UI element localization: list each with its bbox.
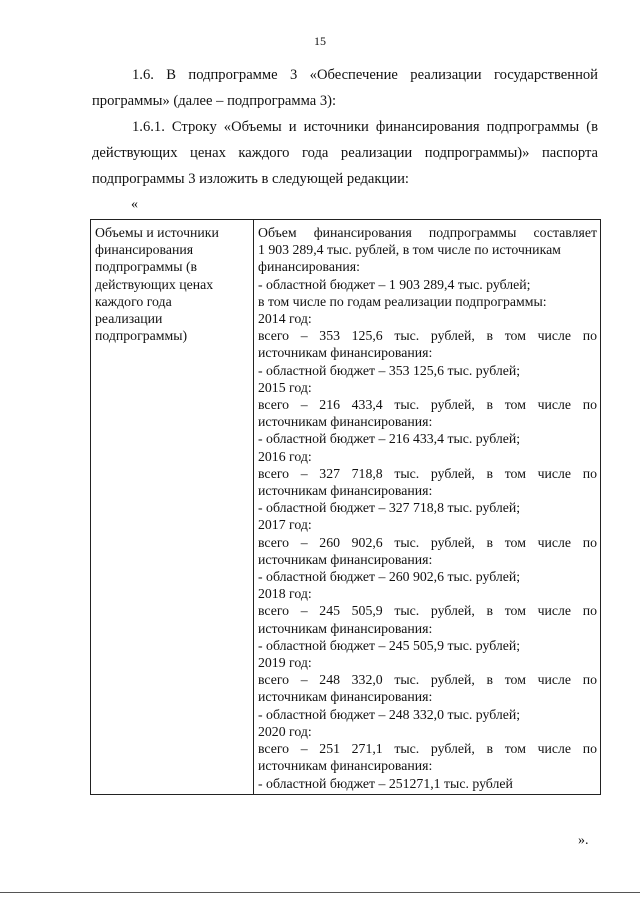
label-line: подпрограммы) bbox=[95, 328, 188, 344]
value-line: 2016 год: bbox=[258, 448, 312, 464]
value-line: всего – 251 271,1 тыс. рублей, в том числе по bbox=[258, 741, 597, 757]
value-line: - областной бюджет – 245 505,9 тыс. рублей; bbox=[258, 637, 521, 653]
value-line: 2020 год: bbox=[258, 723, 312, 739]
value-line: финансирования: bbox=[258, 259, 360, 275]
table-row bbox=[91, 220, 601, 795]
value-line: в том числе по годам реализации подпрограммы: bbox=[258, 293, 547, 309]
value-line: всего – 245 505,9 тыс. рублей, в том числе по bbox=[258, 603, 597, 619]
passport-table bbox=[90, 219, 601, 795]
value-line: - областной бюджет – 248 332,0 тыс. рублей; bbox=[258, 706, 521, 722]
bottom-edge-line bbox=[0, 892, 640, 893]
paragraph-1-6-1: 1.6.1. Строку «Объемы и источники финансирования подпрограммы (в действующих ценах каждого года реализации подпрограммы)» паспорта подпрограммы 3 изложить в следующей редакции: bbox=[92, 119, 598, 187]
value-line: - областной бюджет – 327 718,8 тыс. рублей; bbox=[258, 500, 521, 516]
label-line: каждого года bbox=[95, 293, 172, 309]
label-cell bbox=[91, 220, 254, 795]
opening-quote: « bbox=[131, 197, 138, 212]
value-line: всего – 353 125,6 тыс. рублей, в том числе по bbox=[258, 328, 597, 344]
value-line: всего – 260 902,6 тыс. рублей, в том числе по bbox=[258, 534, 597, 550]
value-line: источникам финансирования: bbox=[258, 345, 433, 361]
value-line: - областной бюджет – 216 433,4 тыс. рублей; bbox=[258, 431, 521, 447]
closing-quote: ». bbox=[578, 833, 589, 848]
value-line: - областной бюджет – 1 903 289,4 тыс. рублей; bbox=[258, 276, 531, 292]
value-line: всего – 248 332,0 тыс. рублей, в том числе по bbox=[258, 672, 597, 688]
value-line: источникам финансирования: bbox=[258, 414, 433, 430]
value-line: источникам финансирования: bbox=[258, 689, 433, 705]
value-line: Объем финансирования подпрограммы составляет bbox=[258, 225, 597, 240]
value-line: источникам финансирования: bbox=[258, 758, 433, 774]
label-line: финансирования bbox=[95, 242, 194, 258]
value-line: источникам финансирования: bbox=[258, 620, 433, 636]
value-line: всего – 216 433,4 тыс. рублей, в том числе по bbox=[258, 397, 597, 413]
paragraph-1-6: 1.6. В подпрограмме 3 «Обеспечение реализации государственной программы» (далее – подпрограмма 3): bbox=[92, 67, 598, 109]
label-line: действующих ценах bbox=[95, 276, 214, 292]
value-line: - областной бюджет – 353 125,6 тыс. рублей; bbox=[258, 362, 521, 378]
value-line: 1 903 289,4 тыс. рублей, в том числе по источникам bbox=[258, 242, 561, 258]
page-number: 15 bbox=[314, 34, 326, 48]
value-line: - областной бюджет – 260 902,6 тыс. рублей; bbox=[258, 569, 521, 585]
value-line: 2018 год: bbox=[258, 586, 312, 602]
value-line: - областной бюджет – 251271,1 тыс. рублей bbox=[258, 775, 513, 791]
label-line: подпрограммы (в bbox=[95, 259, 198, 275]
value-line: 2014 год: bbox=[258, 311, 312, 327]
label-line: Объемы и источники bbox=[95, 225, 219, 240]
value-line: всего – 327 718,8 тыс. рублей, в том числе по bbox=[258, 465, 597, 481]
value-line: источникам финансирования: bbox=[258, 551, 433, 567]
value-line: 2019 год: bbox=[258, 655, 312, 671]
value-line: 2015 год: bbox=[258, 379, 312, 395]
label-line: реализации bbox=[95, 311, 163, 327]
value-cell bbox=[254, 220, 601, 795]
value-line: источникам финансирования: bbox=[258, 483, 433, 499]
value-line: 2017 год: bbox=[258, 517, 312, 533]
